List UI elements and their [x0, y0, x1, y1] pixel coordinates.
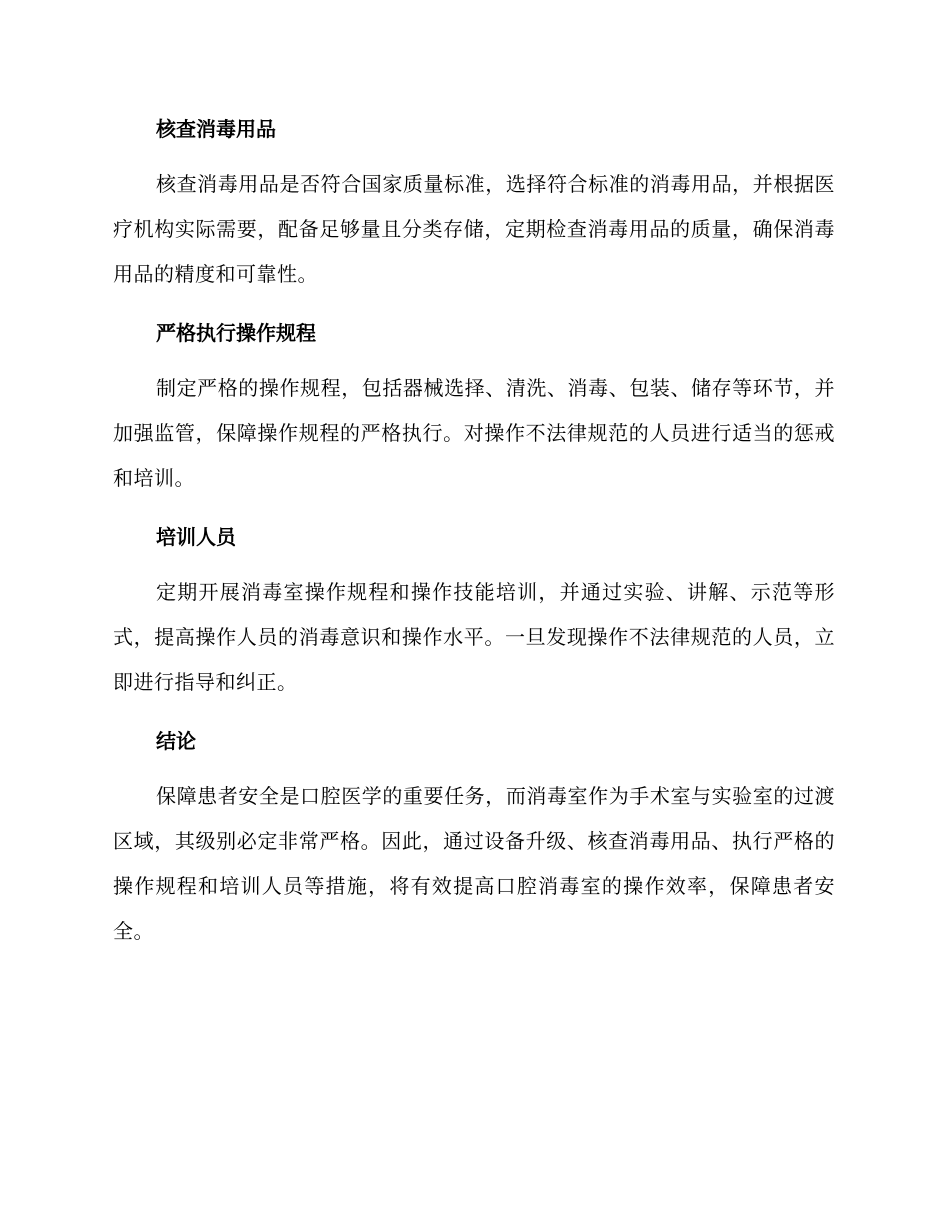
section-conclusion [113, 723, 835, 954]
document-body [113, 111, 835, 954]
section-heading: 结论 [156, 729, 196, 753]
section-paragraph: 保障患者安全是口腔医学的重要任务，而消毒室作为手术室与实验室的过渡区域，其级别必定非常严格。因此，通过设备升级、核查消毒用品、执行严格的操作规程和培训人员等措施，将有效提高口腔消毒室的操作效率，保障患者安全。 [113, 784, 835, 943]
section-check-disinfection-supplies [113, 111, 835, 297]
section-heading: 严格执行操作规程 [156, 321, 316, 345]
section-paragraph: 制定严格的操作规程，包括器械选择、清洗、消毒、包装、储存等环节，并加强监管，保障操作规程的严格执行。对操作不法律规范的人员进行适当的惩戒和培训。 [113, 376, 835, 490]
section-paragraph: 核查消毒用品是否符合国家质量标准，选择符合标准的消毒用品，并根据医疗机构实际需要，配备足够量且分类存储，定期检查消毒用品的质量，确保消毒用品的精度和可靠性。 [113, 172, 835, 286]
section-heading: 培训人员 [156, 525, 236, 549]
section-strict-procedures [113, 315, 835, 501]
section-paragraph: 定期开展消毒室操作规程和操作技能培训，并通过实验、讲解、示范等形式，提高操作人员的消毒意识和操作水平。一旦发现操作不法律规范的人员，立即进行指导和纠正。 [113, 580, 835, 694]
section-heading: 核查消毒用品 [156, 117, 276, 141]
section-train-staff [113, 519, 835, 705]
